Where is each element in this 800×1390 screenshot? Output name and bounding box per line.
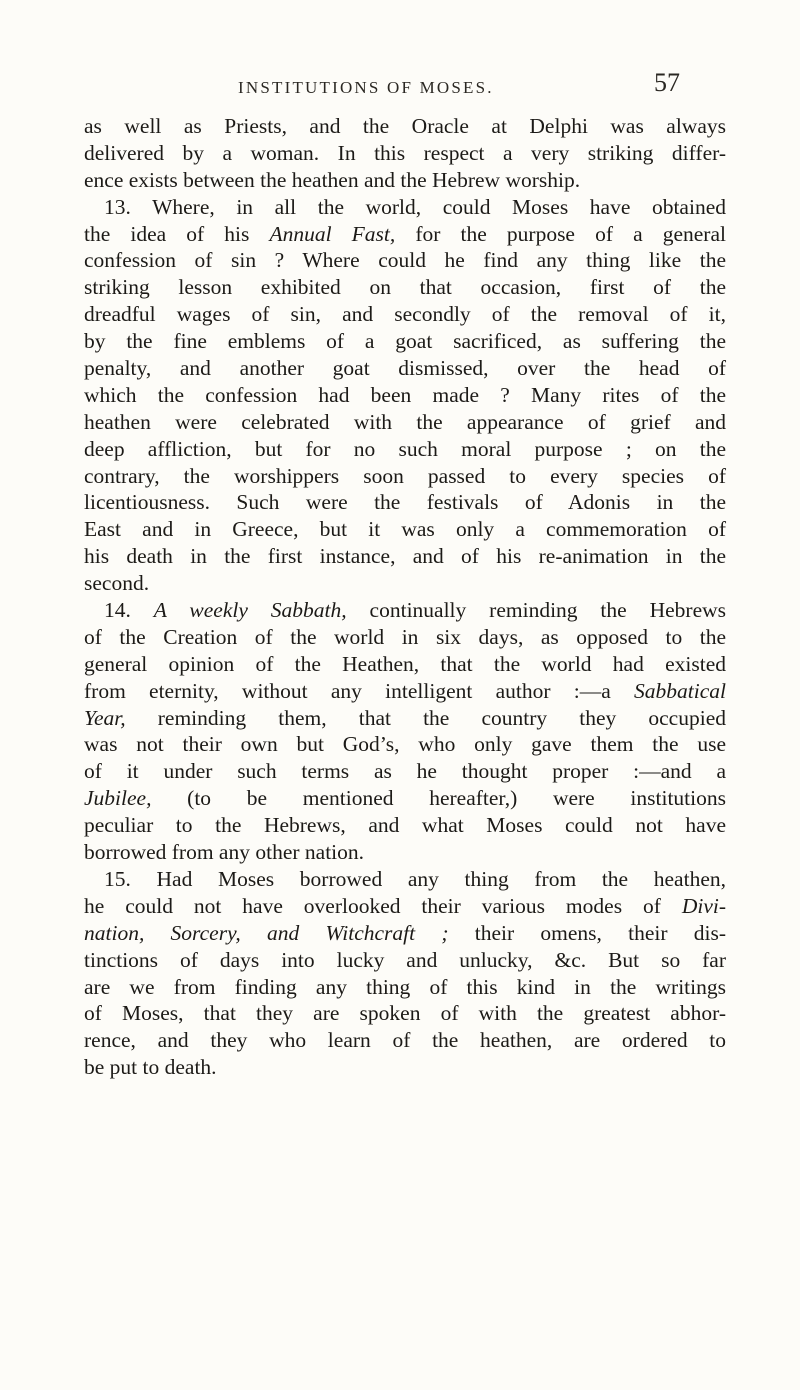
text-line [84, 893, 726, 920]
text-line [84, 974, 726, 1001]
text-line [84, 1054, 726, 1081]
text-line [84, 758, 726, 785]
running-title: INSTITUTIONS OF MOSES. [238, 78, 494, 97]
text-line [84, 140, 726, 167]
text-line [84, 221, 726, 248]
text-run: borrowed from any other nation. [84, 840, 365, 865]
text-line [84, 516, 726, 543]
text-run: 13. Where, in all the world, could Moses have obtained [104, 194, 726, 219]
text-run: which the confession had been made ? Many rites of the [84, 382, 726, 407]
text-run: of it under such terms as he thought proper :—and a [84, 759, 726, 784]
text-line [84, 543, 726, 570]
text-line [84, 167, 726, 194]
text-run: reminding them, that the country they occupied [125, 705, 726, 730]
page-number: 57 [654, 68, 680, 97]
italic-text: Annual Fast, [269, 221, 396, 246]
text-run: peculiar to the Hebrews, and what Moses could not have [84, 813, 726, 838]
text-run: 15. Had Moses borrowed any thing from the heathen, [104, 866, 726, 891]
text-line [84, 274, 726, 301]
text-line [84, 247, 726, 274]
text-line [84, 705, 726, 732]
text-run: general opinion of the Heathen, that the world had existed [84, 651, 726, 676]
text-run: delivered by a woman. In this respect a very striking differ- [84, 140, 726, 165]
text-run: from eternity, without any intelligent author :—a [84, 678, 635, 703]
text-run: he could not have overlooked their various modes of [84, 893, 682, 918]
text-run: dreadful wages of sin, and secondly of the removal of it, [84, 302, 726, 327]
text-line [84, 489, 726, 516]
text-run: (to be mentioned hereafter,) were institutions [151, 786, 726, 811]
italic-text: Jubilee, [84, 786, 152, 811]
text-run: are we from finding any thing of this kind in the writings [84, 974, 726, 999]
text-run: second. [84, 571, 150, 596]
text-run: striking lesson exhibited on that occasion, first of the [84, 275, 726, 300]
text-line [84, 113, 726, 140]
text-line [84, 436, 726, 463]
italic-text: Year, [84, 705, 126, 730]
italic-text: A weekly Sabbath, [153, 598, 347, 623]
text-run: of Moses, that they are spoken of with the greatest abhor- [84, 1001, 726, 1026]
text-run: heathen were celebrated with the appearance of grief and [84, 409, 726, 434]
text-line [84, 382, 726, 409]
text-run: 14. [104, 598, 154, 623]
text-line [84, 409, 726, 436]
text-line [84, 624, 726, 651]
text-run: East and in Greece, but it was only a commemoration of [84, 517, 726, 542]
text-line [84, 463, 726, 490]
body-text [84, 113, 726, 1081]
text-run: continually reminding the Hebrews [346, 598, 727, 623]
text-run: was not their own but God’s, who only gave them the use [84, 732, 726, 757]
text-line [84, 301, 726, 328]
text-run: the idea of his [84, 221, 270, 246]
text-run: deep affliction, but for no such moral purpose ; on the [84, 436, 726, 461]
text-line [84, 866, 726, 893]
text-line [84, 920, 726, 947]
text-run: his death in the first instance, and of his re-animation in the [84, 544, 726, 569]
italic-text: nation, Sorcery, and Witchcraft ; [84, 920, 449, 945]
text-line [84, 785, 726, 812]
text-run: of the Creation of the world in six days, as opposed to the [84, 624, 726, 649]
text-line [84, 678, 726, 705]
text-line [84, 355, 726, 382]
text-line [84, 328, 726, 355]
text-line [84, 1027, 726, 1054]
text-run: confession of sin ? Where could he find any thing like the [84, 248, 726, 273]
text-line [84, 1000, 726, 1027]
text-run: be put to death. [84, 1055, 217, 1080]
text-run: licentiousness. Such were the festivals of Adonis in the [84, 490, 726, 515]
text-line [84, 731, 726, 758]
text-line [84, 651, 726, 678]
text-run: for the purpose of a general [395, 221, 726, 246]
text-line [84, 812, 726, 839]
text-run: as well as Priests, and the Oracle at Delphi was always [84, 114, 726, 138]
text-run: their omens, their dis- [448, 920, 726, 945]
text-run: rence, and they who learn of the heathen, are ordered to [84, 1028, 726, 1053]
text-run: penalty, and another goat dismissed, over the head of [84, 356, 726, 381]
text-run: contrary, the worshippers soon passed to every species of [84, 463, 726, 488]
italic-text: Sabbatical [634, 678, 726, 703]
text-run: by the fine emblems of a goat sacrificed, as suffering the [84, 329, 726, 354]
text-line [84, 597, 726, 624]
italic-text: Divi- [681, 893, 726, 918]
text-run: ence exists between the heathen and the Hebrew worship. [84, 167, 581, 192]
text-line [84, 947, 726, 974]
text-run: tinctions of days into lucky and unlucky, &c. But so far [84, 947, 726, 972]
text-line [84, 839, 726, 866]
text-line [84, 194, 726, 221]
text-line [84, 570, 726, 597]
